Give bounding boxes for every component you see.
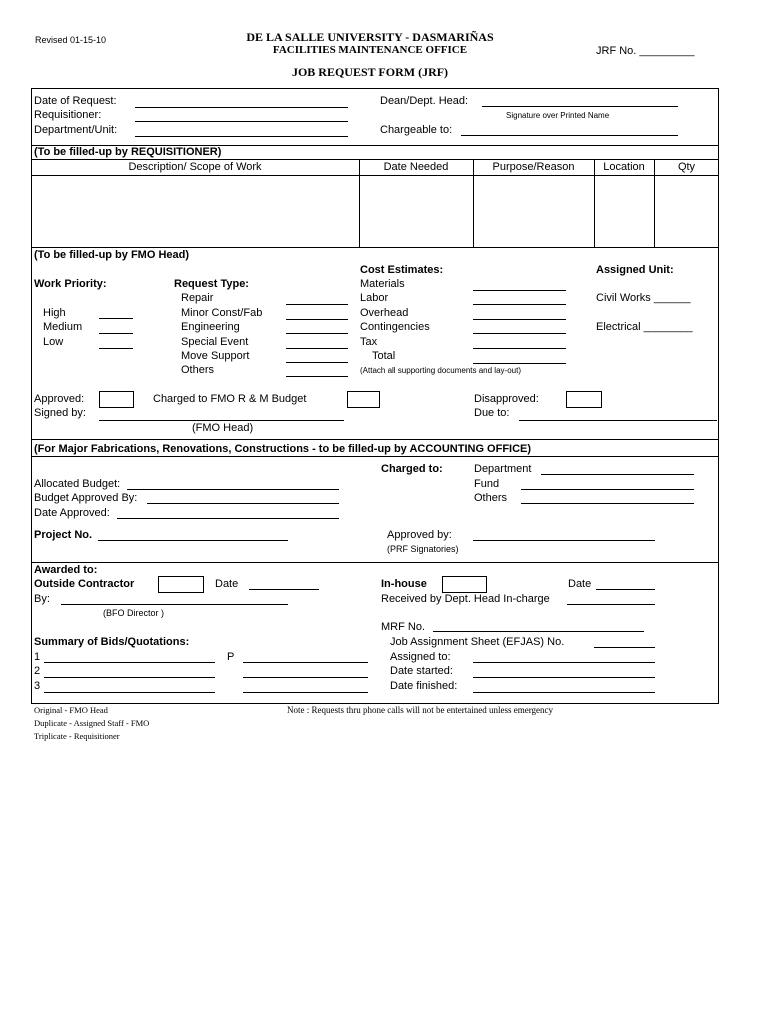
phone-note: Note : Requests thru phone calls will not be entertained unless emergency (287, 705, 554, 715)
copy-duplicate: Duplicate - Assigned Staff - FMO (34, 718, 150, 728)
request-type-minor-const: Minor Const/Fab (181, 307, 263, 319)
date-needed-field[interactable] (360, 176, 472, 246)
summary-bids-label: Summary of Bids/Quotations: (34, 636, 190, 648)
cost-labor: Labor (360, 292, 389, 304)
contingencies-field[interactable] (473, 333, 566, 334)
fmo-heading: (To be filled-up by FMO Head) (34, 249, 190, 261)
requisitioner-label: Requisitioner: (34, 109, 102, 121)
cost-materials: Materials (360, 278, 405, 290)
job-assignment-field[interactable] (594, 647, 655, 648)
in-house-date-field[interactable] (596, 589, 655, 590)
request-type-others: Others (181, 364, 215, 376)
copy-original: Original - FMO Head (34, 705, 108, 715)
charged-fund-label: Fund (474, 478, 500, 490)
special-event-field[interactable] (286, 348, 348, 349)
repair-field[interactable] (286, 304, 348, 305)
mrf-no-label: MRF No. (381, 621, 425, 633)
description-field[interactable] (32, 176, 358, 246)
bid-3-amount[interactable] (243, 692, 368, 693)
priority-high-label: High (43, 307, 66, 319)
priority-high-field[interactable] (99, 318, 133, 319)
requisitioner-field[interactable] (135, 121, 348, 122)
cost-overhead: Overhead (360, 307, 409, 319)
budget-approved-by-label: Budget Approved By: (34, 492, 138, 504)
form-title: JOB REQUEST FORM (JRF) (291, 65, 449, 79)
department-unit-label: Department/Unit: (34, 124, 118, 136)
date-of-request-label: Date of Request: (34, 95, 117, 107)
divider (31, 456, 719, 457)
charged-fund-field[interactable] (521, 489, 694, 490)
due-to-label: Due to: (474, 407, 510, 419)
purpose-field[interactable] (474, 176, 593, 246)
requisitioner-heading: (To be filled-up by REQUISITIONER) (34, 146, 222, 158)
attach-note: (Attach all supporting documents and lay-out) (360, 366, 521, 375)
civil-works-field[interactable]: Civil Works ______ (596, 292, 691, 304)
mrf-no-field[interactable] (433, 631, 644, 632)
date-approved-label: Date Approved: (34, 507, 110, 519)
project-no-label: Project No. (34, 529, 93, 541)
bfo-director-label: (BFO Director ) (103, 608, 165, 618)
office-name: FACILITIES MAINTENANCE OFFICE (272, 44, 468, 56)
department-unit-field[interactable] (135, 136, 348, 137)
bid-1-field[interactable] (44, 662, 215, 663)
materials-field[interactable] (473, 290, 566, 291)
request-type-label: Request Type: (174, 278, 249, 290)
outside-contractor-label: Outside Contractor (34, 578, 135, 590)
divider (31, 562, 719, 563)
bid-2-amount[interactable] (243, 677, 368, 678)
assigned-unit-label: Assigned Unit: (596, 264, 674, 276)
project-no-field[interactable] (98, 540, 288, 541)
dean-head-label: Dean/Dept. Head: (380, 95, 469, 107)
assigned-to-label: Assigned to: (390, 651, 451, 663)
allocated-budget-label: Allocated Budget: (34, 478, 121, 490)
charged-fmo-label: Charged to FMO R & M Budget (153, 393, 307, 405)
disapproved-label: Disapproved: (474, 393, 539, 405)
due-to-field[interactable] (519, 420, 717, 421)
date-finished-label: Date finished: (390, 680, 458, 692)
charged-others-label: Others (474, 492, 508, 504)
labor-field[interactable] (473, 304, 566, 305)
approved-by-label: Approved by: (387, 529, 452, 541)
charged-to-label: Charged to: (381, 463, 443, 475)
col-description: Description/ Scope of Work (128, 161, 262, 173)
others-field[interactable] (286, 376, 348, 377)
bid-3-field[interactable] (44, 692, 215, 693)
fmo-head-label: (FMO Head) (192, 422, 254, 434)
date-approved-field[interactable] (117, 518, 339, 519)
move-support-field[interactable] (286, 362, 348, 363)
cost-estimates-label: Cost Estimates: (360, 264, 444, 276)
copy-triplicate: Triplicate - Requisitioner (34, 731, 120, 741)
divider (31, 439, 719, 440)
approved-checkbox[interactable] (99, 391, 134, 408)
charged-others-field[interactable] (521, 503, 694, 504)
date-started-field[interactable] (473, 677, 655, 678)
revision-date: Revised 01-15-10 (35, 35, 107, 45)
in-house-label: In-house (381, 578, 427, 590)
total-field[interactable] (473, 363, 566, 364)
divider (31, 247, 719, 248)
request-type-special-event: Special Event (181, 336, 249, 348)
bid-p-label: P (227, 651, 235, 663)
request-type-repair: Repair (181, 292, 214, 304)
by-field[interactable] (61, 604, 288, 605)
prf-signatories: (PRF Signatories) (387, 544, 459, 554)
received-by-field[interactable] (567, 604, 655, 605)
cost-total: Total (372, 350, 396, 362)
signed-by-field[interactable] (99, 420, 344, 421)
col-date-needed: Date Needed (383, 161, 449, 173)
priority-medium-field[interactable] (99, 333, 133, 334)
chargeable-to-field[interactable] (461, 135, 678, 136)
minor-const-field[interactable] (286, 319, 348, 320)
col-qty: Qty (677, 161, 696, 173)
chargeable-to-label: Chargeable to: (380, 124, 453, 136)
bid-number-2: 2 (34, 665, 41, 677)
bid-number-1: 1 (34, 651, 41, 663)
col-location: Location (603, 161, 645, 173)
qty-field[interactable] (655, 176, 718, 246)
signature-note: Signature over Printed Name (506, 111, 610, 120)
bid-1-amount[interactable] (243, 662, 368, 663)
date-finished-field[interactable] (473, 692, 655, 693)
awarded-to-label: Awarded to: (34, 564, 98, 576)
university-name: DE LA SALLE UNIVERSITY - DASMARIÑAS (246, 30, 494, 44)
approved-label: Approved: (34, 393, 85, 405)
location-field[interactable] (595, 176, 653, 246)
budget-approved-by-field[interactable] (147, 503, 339, 504)
work-priority-label: Work Priority: (34, 278, 107, 290)
dean-head-field[interactable] (482, 106, 678, 107)
electrical-field[interactable]: Electrical ________ (596, 321, 693, 333)
outside-contractor-checkbox[interactable] (158, 576, 204, 593)
signed-by-label: Signed by: (34, 407, 86, 419)
jrf-number: JRF No. _________ (596, 45, 695, 57)
cost-contingencies: Contingencies (360, 321, 430, 333)
by-label: By: (34, 593, 50, 605)
received-by-label: Received by Dept. Head In-charge (381, 593, 550, 605)
priority-medium-label: Medium (43, 321, 83, 333)
bid-number-3: 3 (34, 680, 41, 692)
allocated-budget-field[interactable] (127, 489, 339, 490)
accounting-heading: (For Major Fabrications, Renovations, Constructions - to be filled-up by ACCOUNTING OFFICE) (34, 443, 532, 455)
date-started-label: Date started: (390, 665, 453, 677)
tax-field[interactable] (473, 348, 566, 349)
col-purpose: Purpose/Reason (492, 161, 575, 173)
date-of-request-field[interactable] (135, 107, 348, 108)
assigned-to-field[interactable] (473, 662, 655, 663)
disapproved-checkbox[interactable] (566, 391, 602, 408)
bid-2-field[interactable] (44, 677, 215, 678)
charged-fmo-checkbox[interactable] (347, 391, 380, 408)
in-house-checkbox[interactable] (442, 576, 487, 593)
job-assignment-label: Job Assignment Sheet (EFJAS) No. (390, 636, 565, 648)
cost-tax: Tax (360, 336, 378, 348)
charged-department-field[interactable] (541, 474, 694, 475)
divider (31, 159, 719, 160)
request-type-engineering: Engineering (181, 321, 240, 333)
charged-department-label: Department (474, 463, 532, 475)
overhead-field[interactable] (473, 319, 566, 320)
request-type-move-support: Move Support (181, 350, 250, 362)
priority-low-label: Low (43, 336, 64, 348)
in-house-date-label: Date (568, 578, 592, 590)
outside-date-field[interactable] (249, 589, 319, 590)
priority-low-field[interactable] (99, 348, 133, 349)
approved-by-field[interactable] (473, 540, 655, 541)
engineering-field[interactable] (286, 333, 348, 334)
outside-date-label: Date (215, 578, 239, 590)
